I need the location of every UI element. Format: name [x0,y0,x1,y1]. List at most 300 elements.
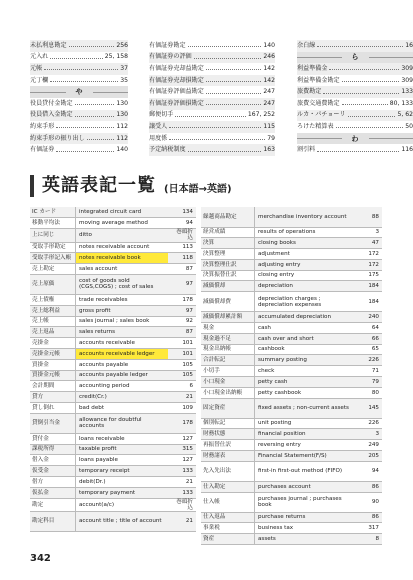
english-term: sales returns [76,327,169,338]
dot-leader [75,104,115,105]
vocab-row [201,377,382,388]
page-ref: 184 [358,292,382,312]
index-page: 140 [263,41,275,49]
vocab-row [201,440,382,451]
dot-leader [336,127,404,128]
index-page: 112 [116,122,128,130]
index-entry [30,75,128,87]
japanese-term: 貸付金 [30,433,76,444]
page-ref: 80 [358,387,382,398]
japanese-term: 借入金 [30,455,76,466]
japanese-term: 買掛金元帳 [30,370,76,381]
page-ref: 118 [168,253,196,264]
index-page: 142 [263,76,275,84]
index-page: 35 [120,76,128,84]
index-page: 115 [263,122,275,130]
page-ref: 巻頭折込 [168,498,196,512]
vocab-row [201,418,382,429]
page-ref: 71 [358,366,382,377]
dot-leader [75,116,115,117]
japanese-term: 決算 [201,238,255,249]
english-term: accounts payable ledger [76,370,169,381]
japanese-term: 売掛金 [30,338,76,349]
index-entry [30,144,128,156]
english-term: taxable profit [76,444,169,455]
index-page: 133 [401,88,413,96]
section-title [30,171,232,197]
vocab-row [30,274,196,294]
japanese-term: 個別転記 [201,418,255,429]
vocab-row [201,292,382,312]
dot-leader [342,104,388,105]
index-entry [149,52,275,64]
index-page: 140 [116,146,128,154]
page-ref: 315 [168,444,196,455]
page-ref: 134 [168,207,196,218]
page-ref: 6 [168,381,196,392]
index-entry [149,121,275,133]
dot-leader [56,151,114,152]
index-page: 256 [116,41,128,49]
vocab-row [201,451,382,462]
index-term: 有価証券勘定 [149,41,186,49]
index-section-header [30,86,128,98]
english-term: closing entry [255,270,359,281]
vocab-row [30,512,196,532]
vocab-row [30,413,196,433]
index-page: 246 [263,53,275,61]
index-term: 有価証券評価損勘定 [149,99,204,107]
page-ref: 101 [168,338,196,349]
index-term: 郵便切手 [149,111,174,119]
english-term: petty cashbook [255,387,359,398]
vocab-row [201,481,382,492]
japanese-term: 減価償却累計額 [201,312,255,323]
vocab-row [30,207,196,218]
page-ref: 21 [168,512,196,532]
index-entry [30,52,128,64]
index-entry [297,110,413,122]
page-ref: 175 [358,270,382,281]
page-ref: 8 [358,534,382,545]
japanese-term: 決算振替仕訳 [201,270,255,281]
index-page: 5, 62 [397,111,413,119]
index-term: ルカ・パチョーリ [297,111,346,119]
japanese-term: 借方 [30,476,76,487]
vocab-row [30,242,196,253]
index-term: 元帳 [30,64,43,72]
english-term: Financial Statement(F/S) [255,451,359,462]
index-entry [30,63,128,75]
index-page: 130 [116,111,128,119]
page-ref: 97 [168,274,196,294]
dot-leader [317,151,399,152]
page-ref: 66 [358,333,382,344]
english-term: accounts receivable ledger [76,348,169,359]
index-page: 79 [267,134,275,142]
index-entry [30,110,128,122]
page-ref: 21 [168,476,196,487]
page-ref: 127 [168,455,196,466]
index-term: 有価証券 [30,146,55,154]
vocab-row [201,398,382,418]
dot-leader [323,93,399,94]
english-term: loans receivable [76,433,169,444]
index-column-1 [30,40,128,156]
japanese-term: 現金 [201,323,255,334]
index-term: 利益準備金 [297,64,328,72]
vocab-row [201,355,382,366]
japanese-term: 受取手形記入帳 [30,253,76,264]
japanese-term: 財務諸表 [201,451,255,462]
vocab-row [30,338,196,349]
index-entry [149,133,275,145]
japanese-term: 減価償却 [201,281,255,292]
top-index [30,40,413,154]
japanese-term: 繰越商品勘定 [201,207,255,227]
english-term: petty cash [255,377,359,388]
page-ref: 97 [168,305,196,316]
japanese-term: 小切手 [201,366,255,377]
page-ref: 317 [358,523,382,534]
dot-leader [50,81,118,82]
vocab-row [30,444,196,455]
japanese-term: 売上返品 [30,327,76,338]
english-term: accounting period [76,381,169,392]
japanese-term: 売上債権 [30,294,76,305]
dot-leader [317,46,403,47]
page-ref: 113 [168,242,196,253]
index-entry [297,63,413,75]
japanese-term: 先入先出法 [201,461,255,481]
index-term: 元入れ [30,53,49,61]
japanese-term: 貸し倒れ [30,402,76,413]
english-term: adjustment [255,249,359,260]
index-page: 167, 252 [247,111,275,119]
dot-leader [50,58,102,59]
english-term: accumulated depreciation [255,312,359,323]
vocab-row [30,253,196,264]
page-ref: 127 [168,433,196,444]
page-ref: 145 [358,398,382,418]
english-term: summary posting [255,355,359,366]
index-entry [297,40,413,52]
japanese-term: 売上総利益 [30,305,76,316]
dot-leader [206,104,262,105]
vocab-row [30,455,196,466]
index-column-2 [149,40,275,156]
japanese-term: 売掛金元帳 [30,348,76,359]
english-term: results of operations [255,227,359,238]
vocab-row [201,534,382,545]
vocab-row [30,402,196,413]
page-ref: 205 [358,451,382,462]
japanese-term: 会計期間 [30,381,76,392]
english-term: cost of goods sold (CGS,COGS) ; cost of sales [76,274,169,294]
index-term: 約束手形の振り出し [30,134,85,142]
japanese-term: 受取手形勘定 [30,242,76,253]
japanese-term: 減価償却費 [201,292,255,312]
vocab-row [201,323,382,334]
index-page: 163 [263,146,275,154]
index-term: 予定納税制度 [149,146,186,154]
japanese-term: 仮受金 [30,466,76,477]
index-page: 16 [405,41,413,49]
page-ref: 86 [358,481,382,492]
page-ref: 226 [358,418,382,429]
page-ref: 133 [168,466,196,477]
vocab-row [30,476,196,487]
vocab-row [30,218,196,229]
page-ref: 226 [358,355,382,366]
english-term: check [255,366,359,377]
index-entry [297,121,413,133]
page-ref: 109 [168,402,196,413]
vocab-row [201,492,382,512]
dot-leader [56,127,114,128]
dot-leader [169,139,265,140]
vocab-table-left [30,207,196,532]
index-entry [297,98,413,110]
english-term: purchases account [255,481,359,492]
vocab-row [30,359,196,370]
japanese-term: 上に同じ [30,229,76,243]
japanese-term: 仕入返品 [201,512,255,523]
vocab-row [201,259,382,270]
japanese-term: 貸方 [30,392,76,403]
index-entry [30,133,128,145]
vocab-row [30,487,196,498]
japanese-term: 再振替仕訳 [201,440,255,451]
vocab-row [201,227,382,238]
index-entry [149,40,275,52]
index-page: 309 [401,64,413,72]
page-ref: 21 [168,392,196,403]
japanese-term: IC カード [30,207,76,218]
index-term: ろけた精算表 [297,122,334,130]
japanese-term: 決算整理仕訳 [201,259,255,270]
index-page: 37 [120,64,128,72]
japanese-term: 移動平均法 [30,218,76,229]
index-term: 用度係 [149,134,168,142]
index-section-letter: ら [342,52,369,62]
index-term: 譲受人 [149,122,168,130]
vocab-row [30,433,196,444]
index-page: 25, 158 [104,53,128,61]
english-term: sales account [76,264,169,275]
japanese-term: 小口現金 [201,377,255,388]
index-entry [297,144,413,156]
page-ref: 3 [358,227,382,238]
vocab-row [201,366,382,377]
index-page: 50 [405,122,413,130]
japanese-term: 貸倒引当金 [30,413,76,433]
page-ref: 101 [168,348,196,359]
vocab-row [30,498,196,512]
dot-leader [206,93,262,94]
english-term: temporary receipt [76,466,169,477]
english-term: trade receivables [76,294,169,305]
page-ref: 105 [168,359,196,370]
dot-leader [206,81,262,82]
index-entry [149,86,275,98]
dot-leader [329,69,399,70]
vocab-row [30,229,196,243]
index-page: 130 [116,99,128,107]
index-entry [297,86,413,98]
dot-leader [188,46,262,47]
index-page: 142 [263,64,275,72]
japanese-term: 課税所得 [30,444,76,455]
page-ref: 105 [168,370,196,381]
index-entry [149,98,275,110]
dot-leader [348,116,396,117]
vocab-row [201,429,382,440]
page-ref: 172 [358,259,382,270]
english-term: assets [255,534,359,545]
dot-leader [206,69,262,70]
page-number: 342 [30,553,51,564]
japanese-term: 売上勘定 [30,264,76,275]
vocab-table-right [201,207,382,545]
english-term: notes receivable book [76,253,169,264]
english-term: closing books [255,238,359,249]
page-ref: 178 [168,413,196,433]
vocab-row [201,238,382,249]
index-term: 旅費勘定 [297,88,322,96]
english-term: integrated circuit card [76,207,169,218]
english-term: bad debt [76,402,169,413]
page-ref: 172 [358,249,382,260]
english-term: ditto [76,229,169,243]
index-entry [297,75,413,87]
english-term: purchases journal ; purchases book [255,492,359,512]
index-term: 利益準備金勘定 [297,76,340,84]
page-ref: 184 [358,281,382,292]
index-term: 役員貸付金勘定 [30,99,73,107]
vocab-row [201,333,382,344]
dot-leader [44,69,118,70]
english-term: debit(Dr.) [76,476,169,487]
page-ref: 47 [358,238,382,249]
page-ref: 94 [358,461,382,481]
index-page: 247 [263,88,275,96]
japanese-term: 決算整理 [201,249,255,260]
index-section-letter: や [66,87,93,97]
index-term: 旅費交通費勘定 [297,99,340,107]
page-ref: 90 [358,492,382,512]
page-ref: 3 [358,429,382,440]
vocab-row [201,207,382,227]
dot-leader [87,139,115,140]
index-section-header [297,133,413,145]
index-entry [149,63,275,75]
english-term: account title ; title of account [76,512,169,532]
title-sub: (日本語→英語) [164,184,232,195]
english-term: unit posting [255,418,359,429]
japanese-term: 小口現金出納帳 [201,387,255,398]
vocab-row [201,461,382,481]
vocab-row [30,305,196,316]
vocab-row [30,348,196,359]
index-entry [149,75,275,87]
index-page: 116 [401,146,413,154]
index-column-3 [297,40,413,156]
vocab-row [201,281,382,292]
dot-leader [194,58,262,59]
page-ref: 178 [168,294,196,305]
page-ref: 133 [168,487,196,498]
english-term: accounts receivable [76,338,169,349]
vocab-row [201,249,382,260]
page-ref: 249 [358,440,382,451]
index-term: 有価証券売却損勘定 [149,76,204,84]
title-bar-accent [30,175,34,197]
english-term: temporary payment [76,487,169,498]
japanese-term: 財務状態 [201,429,255,440]
index-entry [149,144,275,156]
index-term: 未払利息勘定 [30,41,67,49]
index-term: 役員借入金勘定 [30,111,73,119]
english-term: gross profit [76,305,169,316]
english-term: allowance for doubtful accounts [76,413,169,433]
vocab-row [30,264,196,275]
index-term: 余白線 [297,41,316,49]
english-term: depreciation charges ; depreciation expenses [255,292,359,312]
dot-leader [188,151,262,152]
english-term: cash [255,323,359,334]
dot-leader [169,127,261,128]
japanese-term: 仕入帳 [201,492,255,512]
index-section-header [297,52,413,64]
index-section-letter: わ [342,134,369,144]
index-term: 有価証券評価益勘定 [149,88,204,96]
index-term: 有価証券売却益勘定 [149,64,204,72]
index-entry [30,40,128,52]
page-ref: 240 [358,312,382,323]
index-page: 247 [263,99,275,107]
japanese-term: 資産 [201,534,255,545]
japanese-term: 勘定 [30,498,76,512]
japanese-term: 事業税 [201,523,255,534]
japanese-term: 現金出納帳 [201,344,255,355]
english-term: reversing entry [255,440,359,451]
english-term: notes receivable account [76,242,169,253]
vocab-row [201,270,382,281]
english-term: cashbook [255,344,359,355]
dot-leader [342,81,400,82]
japanese-term: 買掛金 [30,359,76,370]
vocab-row [30,392,196,403]
japanese-term: 合計転記 [201,355,255,366]
vocab-row [30,294,196,305]
english-term: credit(Cr.) [76,392,169,403]
dot-leader [175,116,245,117]
index-term: 元丁欄 [30,76,49,84]
japanese-term: 勘定科目 [30,512,76,532]
index-term: 有価証券の評価 [149,53,192,61]
english-term: account(a/c) [76,498,169,512]
japanese-term: 売上帳 [30,316,76,327]
page-ref: 79 [358,377,382,388]
index-term: 約束手形 [30,122,55,130]
english-term: accounts payable [76,359,169,370]
vocab-row [201,523,382,534]
japanese-term: 現金過不足 [201,333,255,344]
english-term: business tax [255,523,359,534]
index-entry [149,110,275,122]
english-term: adjusting entry [255,259,359,270]
